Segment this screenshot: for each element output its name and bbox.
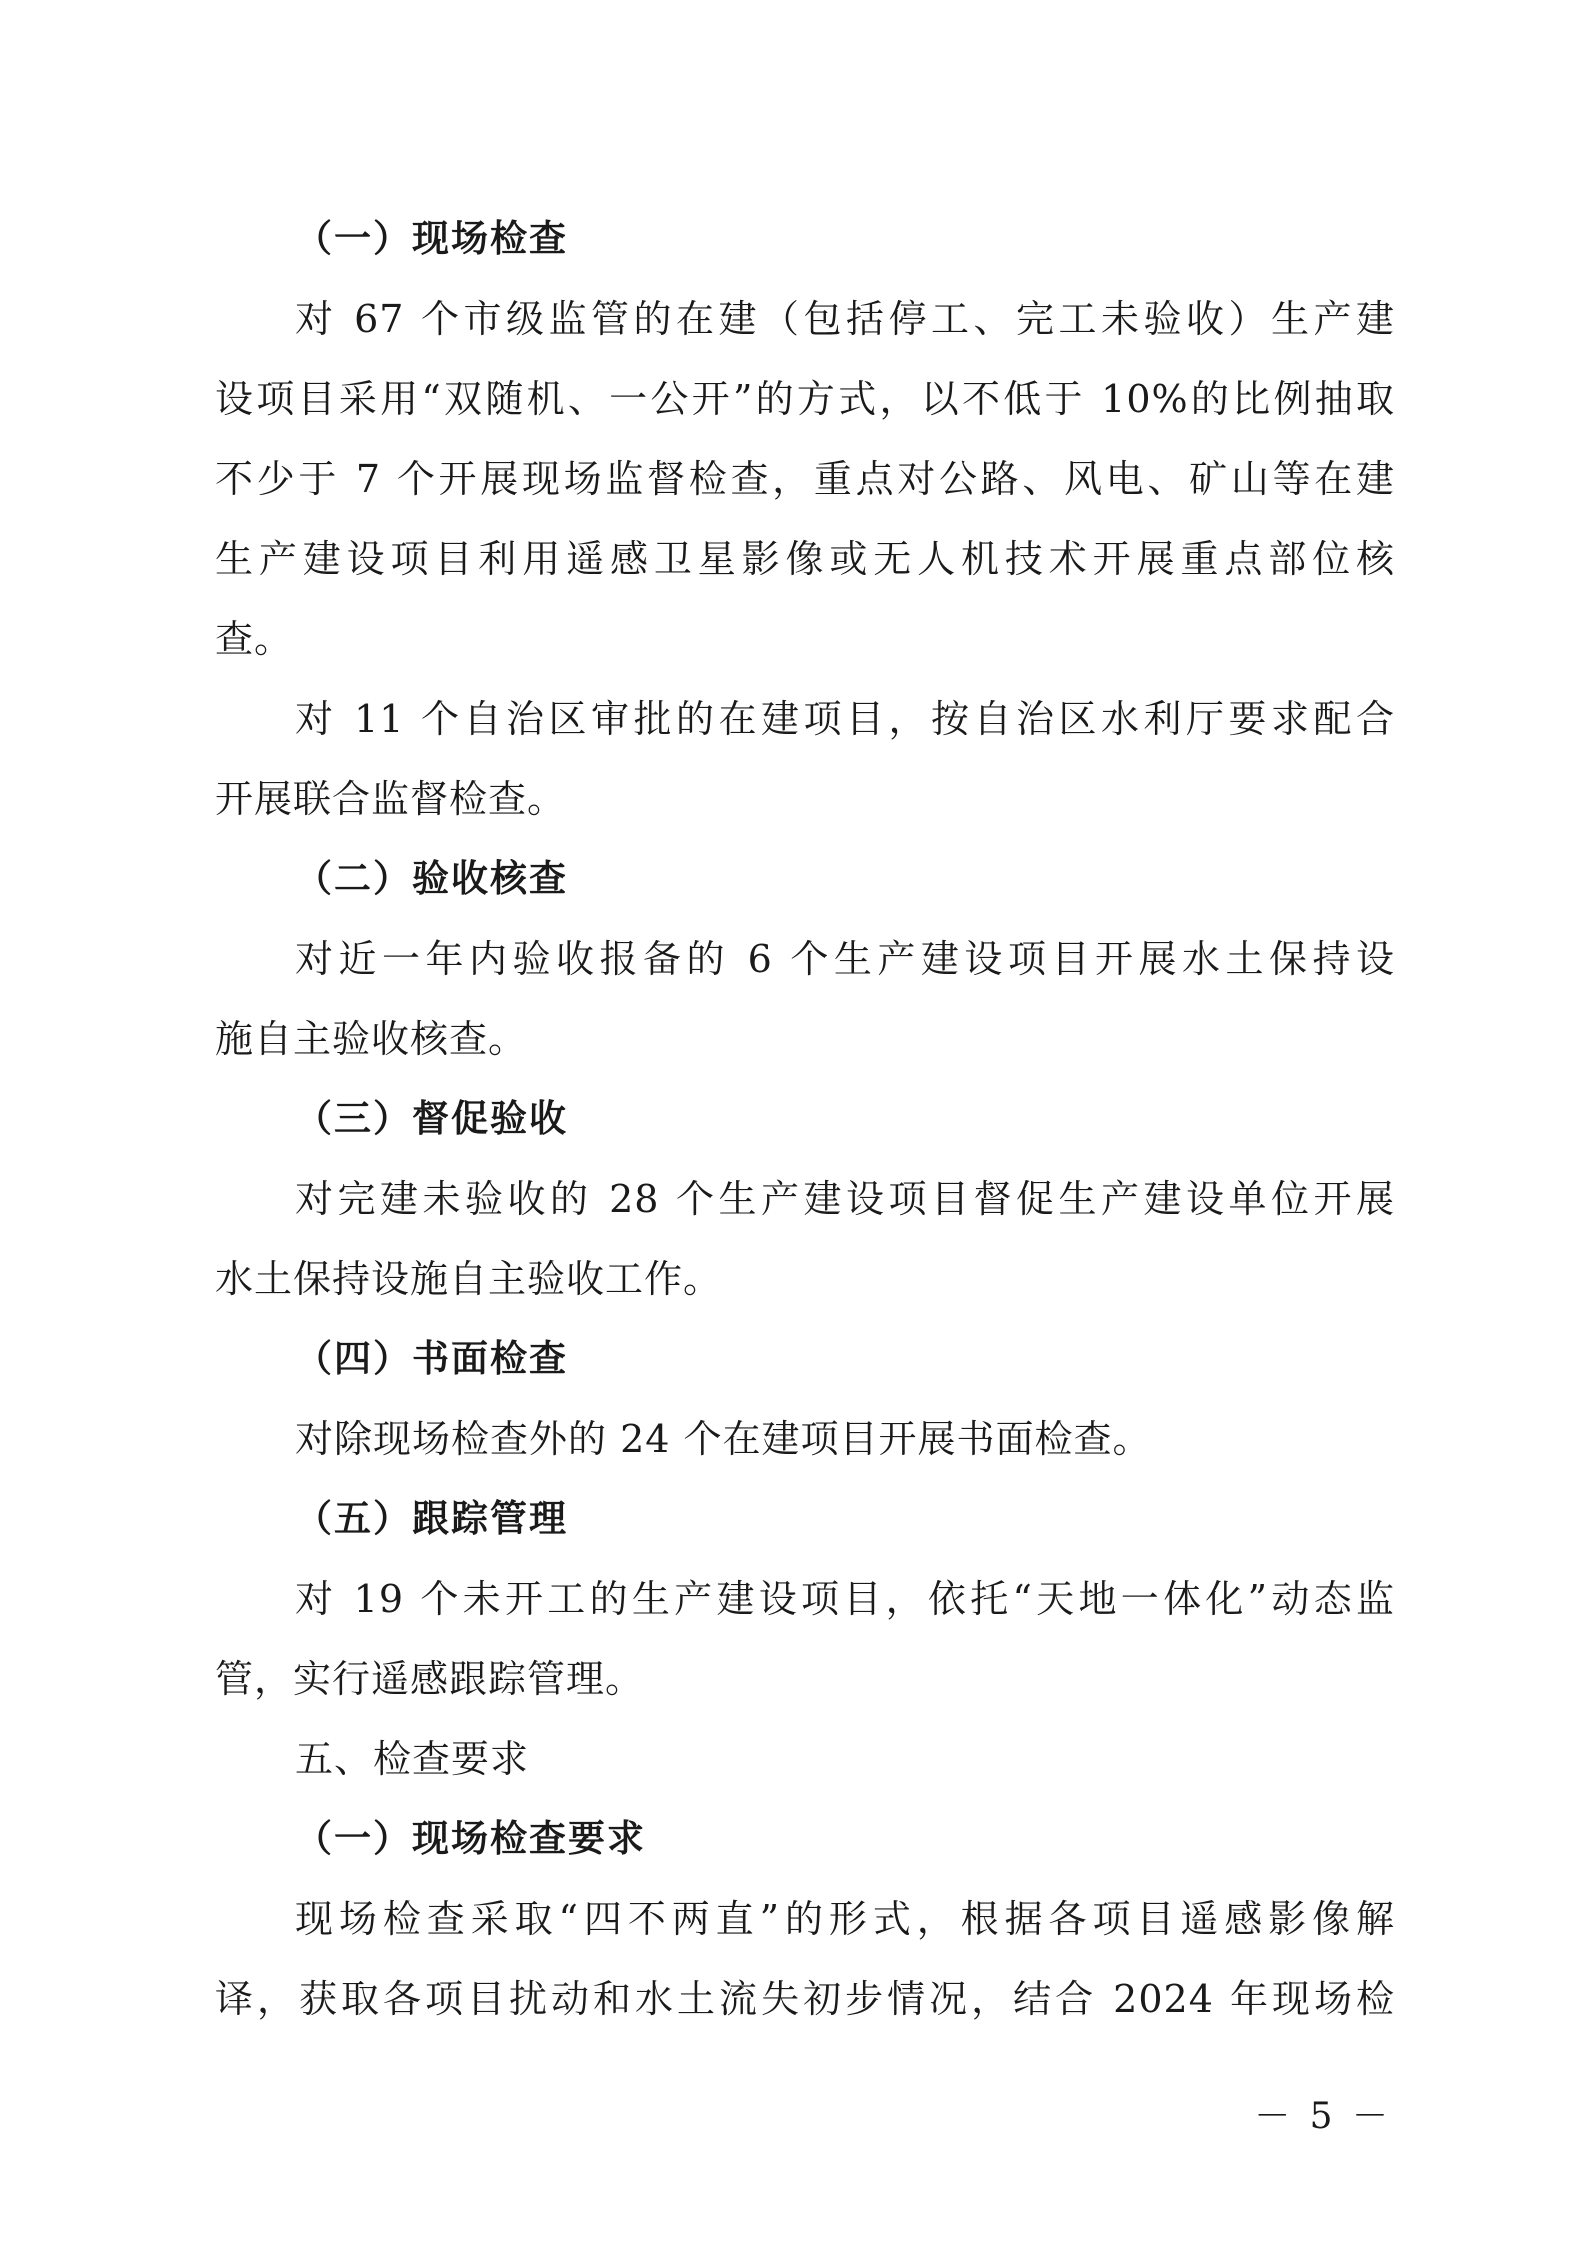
paragraph-line: 译，获取各项目扰动和水土流失初步情况，结合 2024 年现场检 (215, 1977, 1395, 2021)
page-number: － 5 － (1254, 2096, 1392, 2137)
paragraph-line: 查。 (215, 617, 294, 661)
paragraph-line: 对 11 个自治区审批的在建项目，按自治区水利厅要求配合 (295, 697, 1395, 741)
section-heading: （一）现场检查要求 (295, 1817, 646, 1860)
paragraph-line: 对完建未验收的 28 个生产建设项目督促生产建设单位开展 (295, 1177, 1395, 1221)
paragraph-line: 设项目采用“双随机、一公开”的方式，以不低于 10%的比例抽取 (215, 377, 1395, 421)
paragraph-line: 对 19 个未开工的生产建设项目，依托“天地一体化”动态监 (295, 1577, 1395, 1621)
chapter-heading: 五、检查要求 (295, 1737, 530, 1781)
section-heading: （四）书面检查 (295, 1337, 568, 1380)
paragraph-line: 不少于 7 个开展现场监督检查，重点对公路、风电、矿山等在建 (215, 457, 1395, 501)
paragraph-line: 对除现场检查外的 24 个在建项目开展书面检查。 (295, 1417, 1152, 1461)
paragraph-line: 施自主验收核查。 (215, 1017, 528, 1061)
paragraph-line: 对 67 个市级监管的在建（包括停工、完工未验收）生产建 (295, 297, 1395, 341)
section-heading: （一）现场检查 (295, 217, 568, 260)
section-heading: （三）督促验收 (295, 1097, 568, 1140)
section-heading: （二）验收核查 (295, 857, 568, 900)
section-heading: （五）跟踪管理 (295, 1497, 568, 1540)
paragraph-line: 开展联合监督检查。 (215, 777, 567, 821)
paragraph-line: 生产建设项目利用遥感卫星影像或无人机技术开展重点部位核 (215, 537, 1395, 581)
paragraph-line: 管，实行遥感跟踪管理。 (215, 1657, 645, 1701)
paragraph-line: 现场检查采取“四不两直”的形式，根据各项目遥感影像解 (295, 1897, 1395, 1941)
paragraph-line: 对近一年内验收报备的 6 个生产建设项目开展水土保持设 (295, 937, 1395, 981)
paragraph-line: 水土保持设施自主验收工作。 (215, 1257, 723, 1301)
